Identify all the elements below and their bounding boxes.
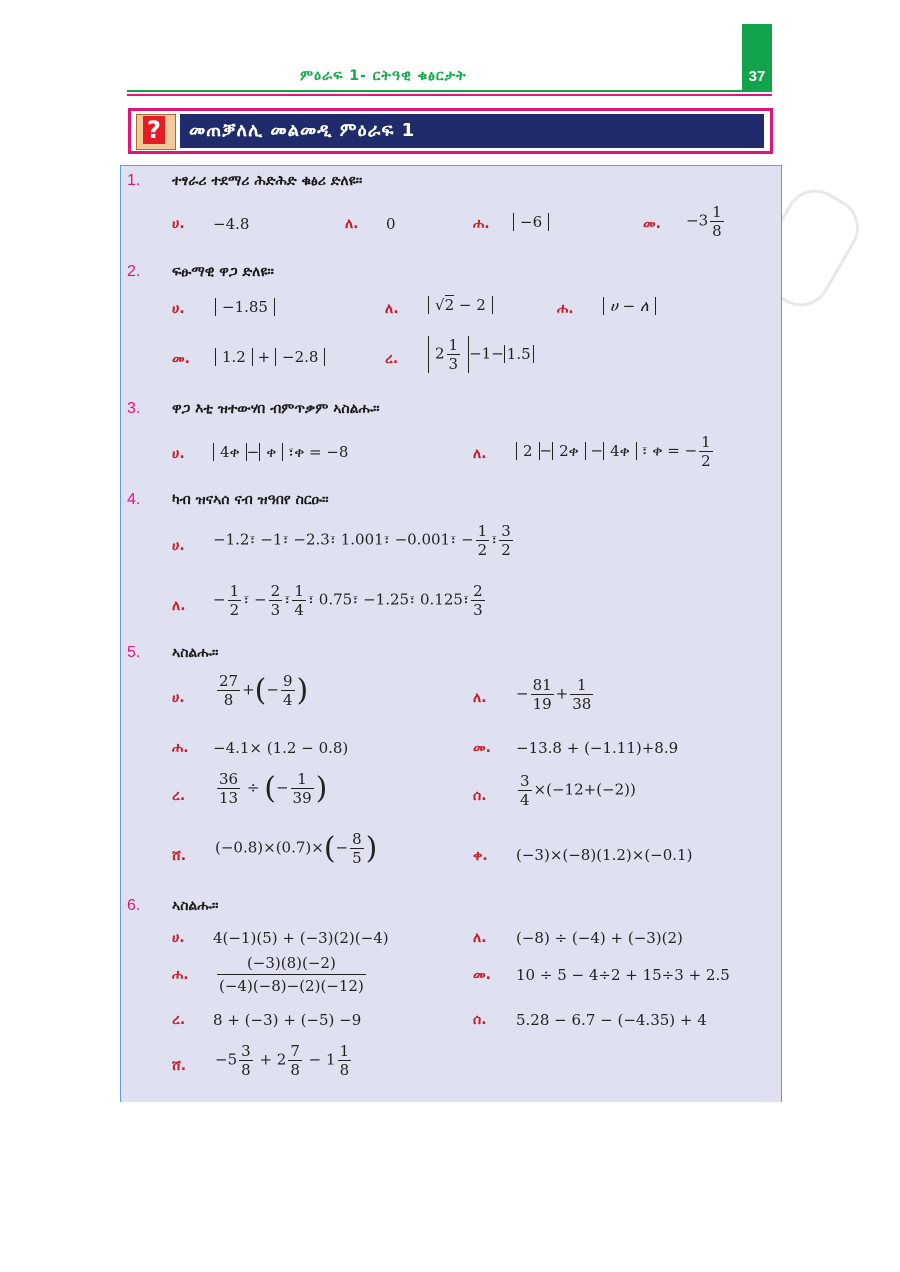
q2-b: √2 − 2 <box>428 296 493 314</box>
label-b: ለ. <box>473 446 487 462</box>
question-number: 1. <box>127 172 141 189</box>
q1-d: −3 $\frac{1}{8}$ <box>686 203 722 240</box>
q6-g: −5 $\frac{3}{8}$ + 2 $\frac{7}{8}$ − 1 $\frac{1}{8}$ <box>215 1042 350 1079</box>
q6-e: 8 + (−3) + (−5) −9 <box>213 1011 362 1029</box>
q1-b: 0 <box>386 215 396 233</box>
label-e: ረ. <box>172 1012 186 1028</box>
question-text: ተፃራሪ ተደማሪ ሕድሕድ ቁፅሪ ድለዩ። <box>172 173 363 189</box>
q5-f: $\frac{3}{4}$ ×(−12+(−2)) <box>520 772 636 809</box>
question-icon: ? <box>136 114 176 150</box>
label-b: ለ. <box>473 690 487 706</box>
question-text: ኣስልሑ። <box>172 645 219 661</box>
q5-a: $\frac{27}{8}$ +(− $\frac{9}{4}$ ) <box>219 672 309 709</box>
question-number: 6. <box>127 897 141 914</box>
q5-h: (−3)×(−8)(1.2)×(−0.1) <box>516 846 693 864</box>
label-d: መ. <box>643 216 661 232</box>
label-a: ሀ. <box>172 690 185 706</box>
label-c: ሐ. <box>557 301 574 317</box>
label-g: ሸ. <box>172 1058 187 1074</box>
label-b: ለ. <box>385 301 399 317</box>
q5-g: (−0.8)×(0.7)×(− $\frac{8}{5}$ ) <box>215 830 378 867</box>
question-number: 5. <box>127 644 141 661</box>
label-a: ሀ. <box>172 301 185 317</box>
question-text: ፍፁማዊ ዋጋ ድለዩ። <box>172 264 274 280</box>
q5-b: − $\frac{81}{19}$ + $\frac{1}{38}$ <box>516 676 592 713</box>
q5-d: −13.8 + (−1.11)+8.9 <box>516 739 679 757</box>
chapter-header: ምዕራፍ 1- ርትዓዊ ቁፅርታት <box>300 68 467 84</box>
q2-d: 1.2 + −2.8 <box>215 348 325 366</box>
label-a: ሀ. <box>172 216 185 232</box>
q3-a: 4ቀ − ቀ ፣ቀ = −8 <box>213 443 348 461</box>
q6-b: (−8) ÷ (−4) + (−3)(2) <box>516 929 683 947</box>
label-c: ሐ. <box>172 740 189 756</box>
q6-d: 10 ÷ 5 − 4÷2 + 15÷3 + 2.5 <box>516 966 730 984</box>
question-text: ዋጋ እቲ ዝተውሃበ ብምጥቃም ኣስልሑ። <box>172 401 380 417</box>
q2-c: ሀ − ለ <box>603 297 656 315</box>
label-f: ሰ. <box>473 1012 487 1028</box>
question-number: 2. <box>127 263 141 280</box>
label-a: ሀ. <box>172 538 185 554</box>
q6-f: 5.28 − 6.7 − (−4.35) + 4 <box>516 1011 707 1029</box>
header-rule-green <box>127 90 772 92</box>
label-g: ሸ. <box>172 848 187 864</box>
label-c: ሐ. <box>172 967 189 983</box>
header-rule-pink <box>127 94 772 96</box>
q4-b: − $\frac{1}{2}$ ፣ − $\frac{2}{3}$ ፣ $\frac{1}{4}$ ፣ 0.75፣ −1.25፣ 0.125፣ $\frac{2}{3}$ <box>213 582 483 619</box>
label-d: መ. <box>473 740 491 756</box>
label-d: መ. <box>172 351 190 367</box>
banner-title: መጠቓለሊ መልመዲ ምዕራፍ 1 <box>189 120 416 141</box>
label-a: ሀ. <box>172 446 185 462</box>
question-number: 4. <box>127 491 141 508</box>
label-h: ቀ. <box>473 848 488 864</box>
label-a: ሀ. <box>172 930 185 946</box>
label-e: ረ. <box>172 788 186 804</box>
q6-c: $\frac{(-3)(8)(-2)}{(-4)(-8)-(2)(-12)}$ <box>219 954 364 995</box>
label-b: ለ. <box>345 216 359 232</box>
q4-a: −1.2፣ −1፣ −2.3፣ 1.001፣ −0.001፣ − $\frac{1}{2}$ ፣ $\frac{3}{2}$ <box>213 522 511 559</box>
q5-c: −4.1× (1.2 − 0.8) <box>213 739 349 757</box>
q3-b: 2 − 2ቀ − 4ቀ ፣ ቀ = − $\frac{1}{2}$ <box>516 433 715 470</box>
label-b: ለ. <box>473 930 487 946</box>
label-e: ረ. <box>385 351 399 367</box>
question-text: ካብ ዝናኣሰ ናብ ዝዓበየ ስርዑ። <box>172 492 329 508</box>
q2-a: −1.85 <box>215 298 275 316</box>
label-c: ሐ. <box>473 216 490 232</box>
review-banner <box>128 108 773 154</box>
question-number: 3. <box>127 400 141 417</box>
q5-e: $\frac{36}{13}$ ÷ (− $\frac{1}{39}$ ) <box>219 770 328 807</box>
label-f: ሰ. <box>473 788 487 804</box>
q2-e: 2 $\frac{1}{3}$ −1− 1.5 <box>428 336 534 373</box>
q1-c: −6 <box>513 213 549 231</box>
label-d: መ. <box>473 967 491 983</box>
q1-a: −4.8 <box>213 215 250 233</box>
q6-a: 4(−1)(5) + (−3)(2)(−4) <box>213 929 389 947</box>
question-text: ኣስልሑ። <box>172 898 219 914</box>
label-b: ለ. <box>172 598 186 614</box>
page-number: 37 <box>748 68 766 85</box>
